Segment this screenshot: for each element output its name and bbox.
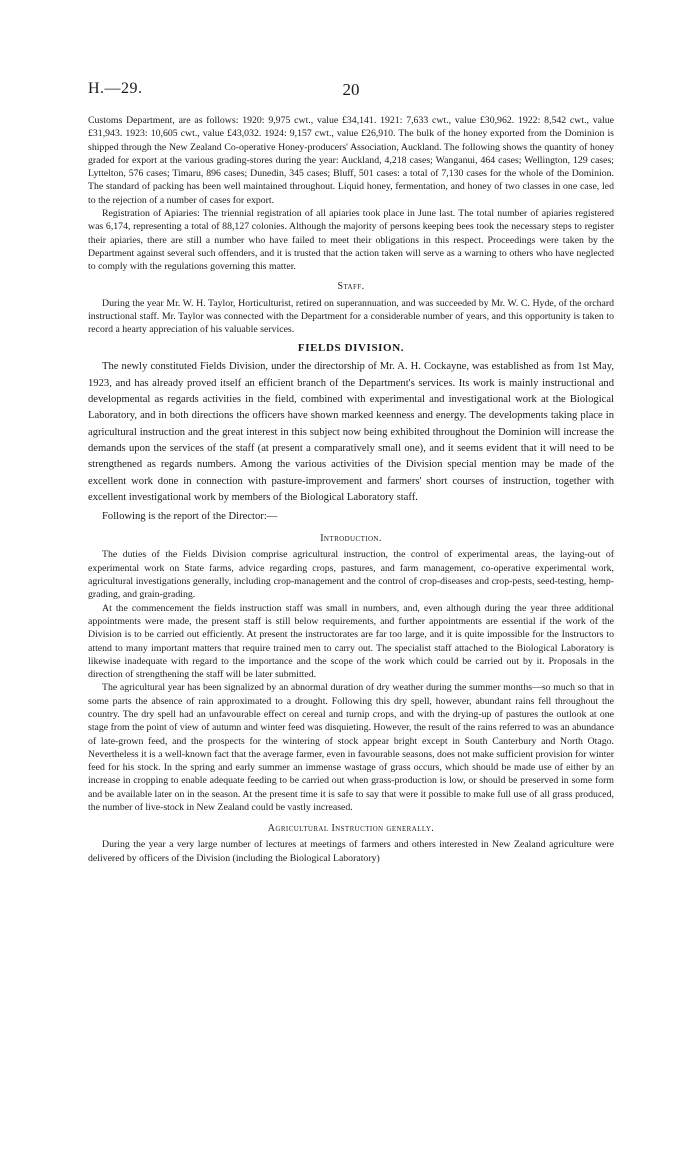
page-number: 20 (342, 80, 360, 99)
fields-division-heading: FIELDS DIVISION. (297, 342, 405, 355)
fields-division-paragraph: The newly constituted Fields Division, under the directorship of Mr. A. H. Cockayne, was established as from 1st May, 1923, and has already proved itself an efficient branch of the Department's services. Its work is mainly instructional and developmental as regards activities in the field, combined with experimental and investigational work at the Biological Laboratory, and in both directions the officers have shown marked keenness and energy. The developments taking place in agricultural instruction and the great interest in this subject now being exhibited throughout the Dominion will increase the demands upon the services of the staff (at present a comparatively small one), and it seems evident that it will need to be strengthened as regards numbers. Among the various activities of the Division special mention may be made of the excellent work done in connection with pasture-improvement and farmers' short courses of instruction, together with excellent investigational work by members of the Biological Laboratory staff. (88, 361, 614, 503)
staff-requirements-paragraph: At the commencement the fields instruction staff was small in numbers, and, even although during the year three additional appointments were made, the present staff is still below requirements, and further appointments are essential if the work of the Division is to be carried out efficiently. At present the instructorates are far too large, and it is quite impossible for the Instructors to attend to many important matters that require trained men to carry out. The specialist staff attached to the Biological Laboratory is likewise inadequate with regard to the importance and the scope of the work which could be carried out by it. Proposals in the direction of strengthening the staff will be later submitted. (88, 602, 614, 681)
page-header (88, 80, 614, 102)
agricultural-instruction-heading: Agricultural Instruction generally. (267, 823, 435, 835)
agricultural-year-paragraph: The agricultural year has been signalized by an abnormal duration of dry weather during the summer months—so much so that in some parts the absence of rain approximated to a drought. Following this dry spell, however, abundant rains fell throughout the country. The dry spell had an unfavourable effect on cereal and turnip crops, and with the drying-up of pastures the outlook at one stage from the point of view of autumn and winter feed was disquieting. However, the result of the rains referred to was an abundance of late-grown feed, and the prospects for the wintering of stock appear bright except in South Canterbury and North Otago. Nevertheless it is a well-known fact that the average farmer, even in favourable seasons, does not make sufficient provision for winter feed for his stock. In the spring and early summer an immense wastage of grass occurs, which should be made use of either by an increase in cropping to enable adequate feeding to be carried out when grass-production is low, or should be preserved in some form and be available later on in the season. At the present time it is safe to say that were it possible to make full use of all grass produced, the number of live-stock in New Zealand could be vastly increased. (88, 682, 614, 814)
honey-export-paragraph: Customs Department, are as follows: 1920: 9,975 cwt., value £34,141. 1921: 7,633 cwt., value £30,962. 1922: 8,542 cwt., value £31,943. 1923: 10,605 cwt., value £43,032. 1924: 9,157 cwt., value £26,910. The bulk of the honey exported from the Dominion is shipped through the New Zealand Co-operative Honey-producers' Association, Auckland. The following shows the quantity of honey graded for export at the various grading-stores during the year: Auckland, 4,218 cases; Wanganui, 464 cases; Wellington, 129 cases; Lyttelton, 576 cases; Timaru, 896 cases; Dunedin, 345 cases; Bluff, 501 cases: a total of 7,130 cases for the whole of the Dominion. The standard of packing has been well maintained throughout. Liquid honey, fermentation, and honey of two classes in one case, led to the rejection of a number of cases for export. (88, 115, 614, 206)
director-report-intro: Following is the report of the Director:— (102, 511, 278, 523)
duties-paragraph: The duties of the Fields Division comprise agricultural instruction, the control of experimental areas, the laying-out of experimental work on State farms, advice regarding crops, pastures, and farm management, co-operative experimental work, agricultural investigations generally, including crop-management and the control of crop-diseases and crop-pests, seed-testing, hemp-grading, and grain-grading. (88, 549, 614, 601)
lectures-paragraph: During the year a very large number of lectures at meetings of farmers and others interested in New Zealand agriculture were delivered by officers of the Division (including the Biological Laboratory) (88, 839, 614, 864)
staff-heading: Staff. (337, 280, 365, 292)
document-reference: H.—29. (88, 80, 143, 97)
page-body (88, 114, 614, 865)
apiary-registration-paragraph: Registration of Apiaries: The triennial registration of all apiaries took place in June last. The total number of apiaries registered was 6,174, representing a total of 88,127 colonies. Although the majority of persons keeping bees took the necessary steps to register their apiaries, there are still a number who have failed to meet their obligations in this respect. Proceedings were taken by the Department against several such offenders, and it is trusted that the action taken will serve as a warning to others who have neglected to comply with the regulations governing this matter. (88, 208, 614, 273)
staff-paragraph: During the year Mr. W. H. Taylor, Horticulturist, retired on superannuation, and was succeeded by Mr. W. C. Hyde, of the orchard instructional staff. Mr. Taylor was connected with the Department for a considerable number of years, and this opportunity is taken to record a hearty appreciation of his valuable services. (88, 297, 614, 336)
introduction-heading: Introduction. (320, 533, 382, 545)
